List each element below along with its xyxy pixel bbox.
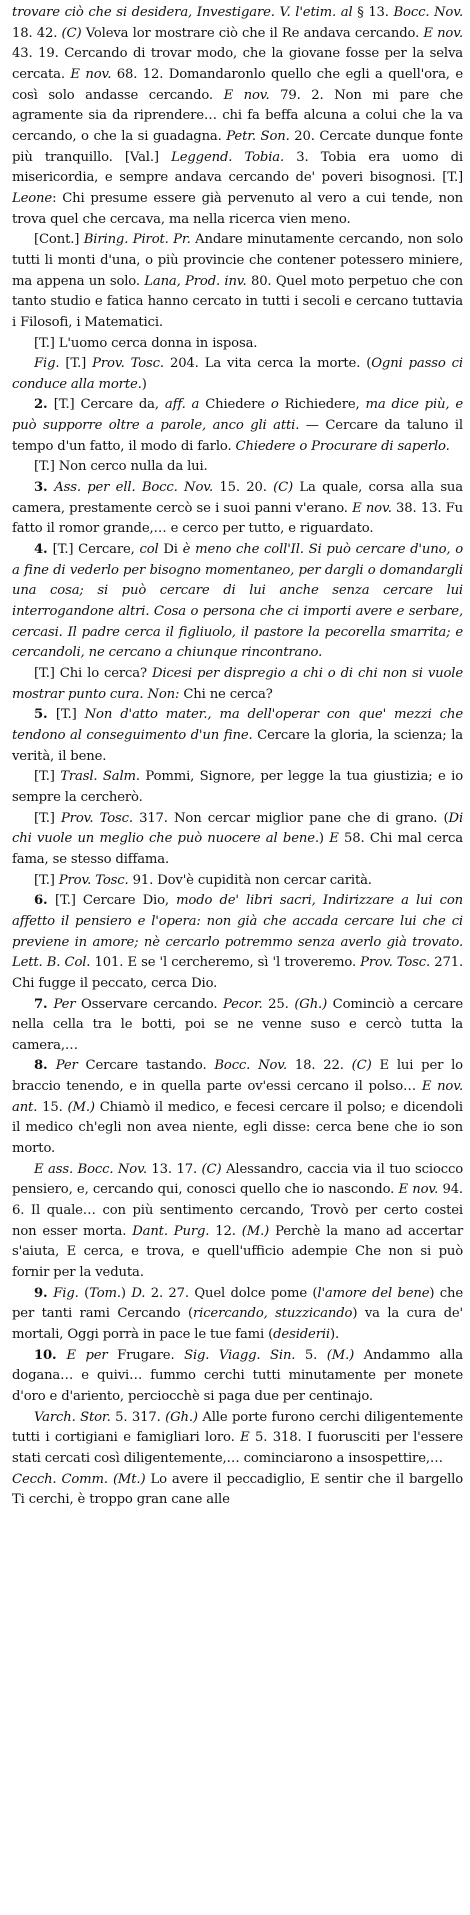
entry-paragraph (12, 767, 463, 808)
italic-run: trovare ciò che si desidera, Investigare. V. l'etim. al (12, 5, 358, 20)
text-run: Di (158, 542, 183, 558)
text-run: 79. 2. Non mi pare che agramente sia da riprendere… chi fa beffa alcuna a colui che la va cercando, o che la si guadagna. (12, 87, 463, 144)
italic-run: Dicesi per dispregio a chi o di chi non si vuole mostrar punto cura. Non: (12, 666, 463, 702)
text-run: 271. Chi fugge il peccato, cerca Dio. (12, 955, 464, 991)
entry-paragraph (12, 1346, 463, 1408)
italic-run: modo de' libri sacri, Indirizzare a lui con affetto il pensiero e l'opera: non già che accada cercare lui che ci previene in amore; nè cercarlo potremmo senza averlo già trovato. Lett. B. Col. (12, 893, 463, 971)
italic-run: o (270, 397, 279, 413)
italic-run: ma dice più, e può supporre oltre a parole, anco gli atti. (12, 397, 463, 434)
text-run: 58. Chi mal cerca fama, se stesso diffama. (12, 831, 463, 867)
text-run: 38. 13. Fu fatto il romor grande,… e cerco per tutto, e riguardato. (12, 500, 463, 537)
text-run: 15. 20. (213, 480, 274, 496)
text-run: Chi ne cerca? (179, 686, 273, 702)
text-run: [T.] (34, 769, 61, 785)
italic-run: (Mt.) (112, 1471, 146, 1487)
italic-run: Chiedere o Procurare di saperlo. (235, 438, 450, 454)
entry-paragraph (12, 3, 463, 230)
italic-run: Prov. Tosc. (360, 955, 431, 971)
italic-run: Fig. (34, 356, 60, 372)
text-run: ). (330, 1327, 340, 1342)
text-run: 12. (209, 1223, 242, 1239)
italic-run: Bocc. Nov. (214, 1058, 288, 1074)
entry-paragraph (12, 1284, 463, 1346)
text-run: La quale, corsa alla sua camera, prestamente cercò se i suoi panni v'erano. (12, 480, 463, 516)
italic-run: Leggend. Tobia. (171, 149, 285, 165)
sense-number: 2. (34, 397, 54, 413)
text-run: : Chi presume essere già pervenuto al vero a cui tende, non trova quel che cercava, ma nella ricerca vien meno. (12, 190, 463, 227)
italic-run: E (329, 831, 339, 847)
italic-run: l'amore del bene (317, 1285, 430, 1301)
entry-paragraph (12, 478, 463, 540)
text-run: [T.] Cercare da, (53, 397, 165, 413)
italic-run: desiderii (273, 1327, 330, 1342)
text-run: 15. (37, 1099, 68, 1115)
text-run: [T.] (59, 356, 93, 372)
entry-paragraph (12, 1408, 463, 1470)
text-run: Chiedere (199, 397, 271, 413)
text-run: 317. Non cercar miglior pane che di grano. ( (132, 810, 449, 826)
italic-run: Pecor. (223, 996, 263, 1012)
text-run: [T.] Cercare, (52, 542, 140, 558)
text-run: [T.] (34, 810, 61, 826)
text-run: Andammo alla dogana… e quivi… fummo cerchi tutti minutamente per monete d'oro e d'ariento, perciocchè si paga due per centinajo. (12, 1347, 464, 1404)
text-run: Andare minutamente cercando, non solo tutti li monti d'una, o più provincie che contener potessero miniere, ma appena un solo. (12, 232, 463, 289)
text-run: 5. 318. I fuorusciti per l'essere stati cercati così diligentemente,… cominciarono a insospettire,… (12, 1430, 463, 1466)
text-run: [T.] Cercare Dio, (55, 893, 177, 909)
text-run: 101. E se 'l cercheremo, sì 'l troveremo. (90, 955, 361, 971)
italic-run: (Gh.) (294, 996, 328, 1012)
italic-run: Sig. Viagg. Sin. (184, 1347, 296, 1363)
italic-run: E nov. ant. (12, 1079, 463, 1115)
italic-run: Prov. Tosc. (92, 356, 164, 372)
text-run: [Cont.] (34, 232, 84, 248)
italic-run: E (240, 1430, 250, 1446)
entry-paragraph (12, 457, 463, 478)
sense-number: 5. (34, 707, 56, 723)
entry-paragraph (12, 395, 463, 457)
text-run: ) va la cura de' mortali, Oggi porrà in pace le tue fami ( (12, 1306, 463, 1342)
italic-run: Fig. (53, 1285, 79, 1301)
text-run: 18. 22. (287, 1058, 352, 1074)
text-run: Pommi, Signore, per legge la tua giustizia; e io sempre la cercherò. (12, 769, 464, 805)
entry-paragraph (12, 334, 463, 355)
text-run: ) (318, 831, 330, 847)
text-run: Richiedere, (278, 397, 366, 413)
italic-run: Prov. Tosc. (58, 872, 129, 888)
text-run: 43. 19. Cercando di trovar modo, che la giovane fosse per la selva cercata. (12, 46, 463, 82)
entry-paragraph (12, 809, 463, 871)
italic-run: Per (55, 1058, 78, 1074)
text-run: Alle porte furono cerchi diligentemente tutti i cortigiani e famigliari loro. (12, 1409, 463, 1446)
italic-run: Lana, Prod. inv. (144, 273, 247, 289)
text-run: Cercare tastando. (77, 1058, 215, 1074)
text-run: ) (120, 1285, 132, 1301)
italic-run: D. (131, 1285, 146, 1301)
text-run: ) che per tanti rami Cercando ( (12, 1285, 463, 1322)
italic-run: E nov. (223, 87, 270, 103)
italic-run: Di chi vuole un meglio che può nuocere al bene. (12, 810, 464, 847)
entry-paragraph (12, 230, 463, 333)
italic-run: Non d'atto mater., ma dell'operar con que' mezzi che tendono al conseguimento d'un fine. (12, 707, 463, 743)
italic-run: ricercando, stuzzicando (192, 1306, 353, 1322)
text-run: Osservare cercando. (75, 996, 224, 1012)
italic-run: E nov. (70, 66, 112, 82)
italic-run: (Gh.) (165, 1409, 198, 1425)
italic-run: (M.) (241, 1223, 270, 1239)
sense-number: 3. (34, 480, 55, 496)
italic-run: E nov. (352, 500, 392, 516)
text-run: [T.] (55, 707, 85, 723)
entry-paragraph (12, 540, 463, 664)
italic-run: col (139, 542, 159, 558)
italic-run: Varch. Stor. (34, 1409, 111, 1425)
italic-run: è meno che coll'Il. Si può cercare d'uno, o a fine di vederlo per bisogno momentaneo, per dargli o domandargli una cosa; si può cercare di lui anche senza cercare lui interrogandone altri. Cosa o persona che ci importi avere e serbare, cercasi. Il padre cerca il figliuolo, il pastore la pecorella smarrita; e cercandoli, ne cercano a chiunque rincontrano. (12, 542, 463, 661)
sense-number: 7. (34, 996, 54, 1012)
entry-paragraph (12, 995, 463, 1057)
italic-run: Dant. Purg. (132, 1223, 210, 1239)
sense-number: 4. (34, 542, 53, 558)
italic-run: (C) (273, 480, 294, 496)
italic-run: E per (66, 1347, 108, 1363)
italic-run: Per (53, 996, 76, 1012)
text-run: Voleva lor mostrare ciò che il Re andava cercando. (81, 25, 424, 41)
italic-run: (C) (351, 1058, 372, 1074)
text-run: Perchè la mano ad accertar s'aiuta, E cerca, e trova, e quell'ufficio adempie Che non si può fornir per la veduta. (12, 1223, 463, 1281)
italic-run: (C) (61, 25, 82, 41)
text-run: 5. (295, 1347, 327, 1363)
italic-run: (M.) (67, 1099, 95, 1115)
text-run: [T.] Non cerco nulla da lui. (34, 459, 208, 475)
text-run: — Cercare da taluno il tempo d'un fatto, il modo di farlo. (12, 418, 463, 454)
text-run: 18. 42. (12, 25, 62, 41)
text-run: 25. (262, 996, 295, 1012)
italic-run: Prov. Tosc. (60, 810, 133, 826)
italic-run: Ass. per ell. Bocc. Nov. (54, 480, 214, 496)
italic-run: Trasl. Salm. (60, 769, 140, 785)
italic-run: E ass. Bocc. Nov. (34, 1161, 147, 1177)
italic-run: Petr. Son. (226, 128, 290, 144)
text-run: 94. 6. Il quale… con più sentimento cercando, Trovò per certo costei non esser morta. (12, 1182, 463, 1239)
text-run: 5. 317. (110, 1409, 166, 1425)
text-run: 91. Dov'è cupidità non cercar carità. (128, 872, 372, 888)
text-run: ( (78, 1285, 90, 1301)
text-run: [T.] (34, 872, 59, 888)
italic-run: Cecch. Comm. (12, 1471, 108, 1487)
entry-paragraph (12, 1056, 463, 1159)
text-run: E lui per lo braccio tenendo, e in quella parte ov'essi cercano il polso… (12, 1058, 463, 1095)
italic-run: E nov. (398, 1182, 439, 1198)
italic-run: Tom. (89, 1285, 121, 1301)
text-run: [T.] L'uomo cerca donna in isposa. (34, 335, 258, 351)
text-run: 13. 17. (146, 1161, 202, 1177)
text-run: 80. Quel moto perpetuo che con tanto studio e fatica hanno cercato in tutti i secoli e cercano tuttavia i Filosofi, i Matematici. (12, 273, 463, 330)
text-run: ) (141, 376, 147, 392)
text-run: Chiamò il medico, e fecesi cercare il polso; e dicendoli il medico ch'egli non avea niente, egli disse: cerca bene che io son morto. (12, 1099, 463, 1157)
entry-paragraph (12, 1160, 463, 1284)
text-run: Frugare. (107, 1347, 185, 1363)
italic-run: (M.) (326, 1347, 355, 1363)
text-run: 204. La vita cerca la morte. ( (163, 356, 372, 372)
italic-run: Biring. Pirot. Pr. (83, 232, 191, 248)
text-run: 2. 27. Quel dolce pome ( (145, 1285, 318, 1301)
italic-run: E nov. (423, 25, 463, 41)
text-run: Cominciò a cercare nella cella tra le botti, poi se ne venne suso e cercò tutta la camera,… (12, 996, 463, 1053)
text-run: 3. Tobia era uomo di misericordia, e sempre andava cercando de' poveri bisognosi. [T.] (12, 149, 463, 186)
text-run: Cercare la gloria, la scienza; la verità, il bene. (12, 727, 463, 764)
text-run: [T.] Chi lo cerca? (34, 666, 152, 681)
sense-number: 9. (34, 1285, 54, 1301)
entry-paragraph (12, 871, 463, 892)
sense-number: 10. (34, 1347, 67, 1363)
sense-number: 6. (34, 893, 56, 909)
text-run: § 13. (357, 5, 394, 20)
sense-number: 8. (34, 1058, 56, 1074)
text-run: Lo avere il peccadiglio, E sentir che il bargello Ti cerchi, è troppo gran cane alle (12, 1471, 464, 1508)
text-run: Alessandro, caccia via il tuo sciocco pensiero, e, cercando qui, conosci quello che io nascondo. (12, 1161, 464, 1198)
italic-run: Bocc. Nov. (393, 5, 463, 20)
entry-paragraph (12, 1470, 463, 1511)
entry-paragraph (12, 664, 463, 705)
entry-paragraph (12, 891, 463, 994)
italic-run: Leone (12, 190, 53, 206)
entry-paragraph (12, 354, 463, 395)
italic-run: Ogni passo ci conduce alla morte. (12, 356, 463, 392)
entry-paragraph (12, 705, 463, 767)
text-run: 68. 12. Domandaronlo quello che egli a quell'ora, e così solo andasse cercando. (12, 66, 463, 103)
italic-run: (C) (201, 1161, 222, 1177)
text-run: 20. Cercate dunque fonte più tranquillo. [Val.] (12, 128, 463, 165)
italic-run: aff. a (164, 397, 200, 413)
